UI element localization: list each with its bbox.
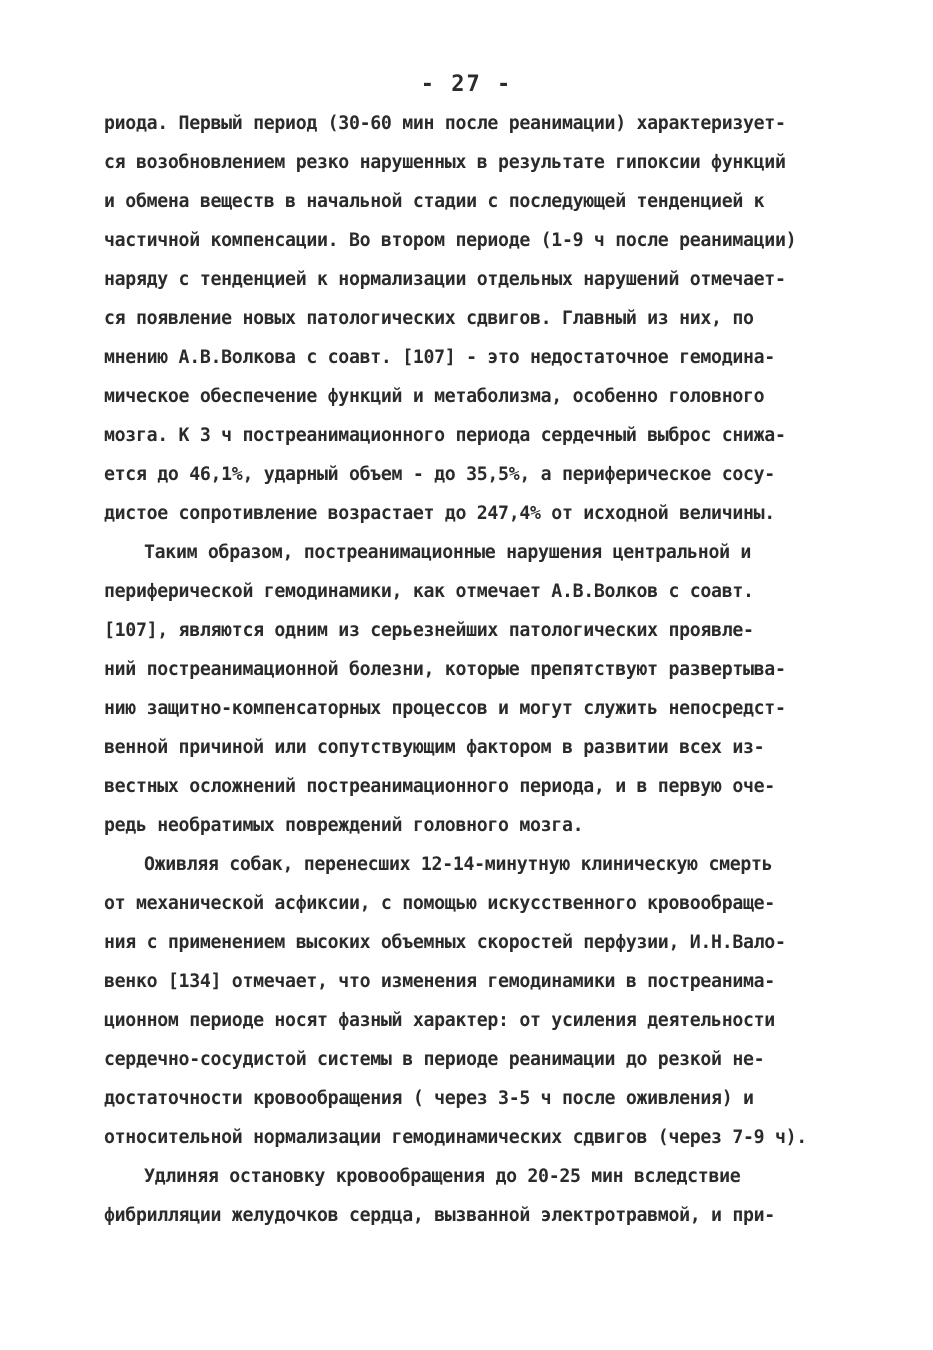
text-line: венной причиной или сопутствующим фактором в развитии всех из-	[104, 737, 765, 758]
text-line: риода. Первый период (30-60 мин после реанимации) характеризует-	[104, 113, 786, 134]
text-line: мическое обеспечение функций и метаболизма, особенно головного	[104, 386, 765, 407]
text-line: наряду с тенденцией к нормализации отдельных нарушений отмечает-	[104, 269, 786, 290]
text-line: достаточности кровообращения ( через 3-5 ч после оживления) и	[104, 1088, 754, 1109]
text-line: частичной компенсации. Во втором периоде (1-9 ч после реанимации)	[104, 230, 797, 251]
text-line: нию защитно-компенсаторных процессов и могут служить непосредст-	[104, 698, 786, 719]
text-line: мозга. К 3 ч постреанимационного периода сердечный выброс снижа-	[104, 425, 786, 446]
text-line: ется до 46,1%, ударный объем - до 35,5%, а периферическое сосу-	[104, 464, 775, 485]
text-line: от механической асфиксии, с помощью искусственного кровообраще-	[104, 893, 775, 914]
text-line: фибрилляции желудочков сердца, вызванной электротравмой, и при-	[104, 1205, 775, 1226]
body-text	[104, 104, 864, 1235]
text-line: ний постреанимационной болезни, которые препятствуют развертыва-	[104, 659, 786, 680]
text-line: относительной нормализации гемодинамических сдвигов (через 7-9 ч).	[104, 1127, 807, 1148]
text-line: [107], являются одним из серьезнейших патологических проявле-	[104, 620, 754, 641]
text-line: сердечно-сосудистой системы в периоде реанимации до резкой не-	[104, 1049, 765, 1070]
text-line: Таким образом, постреанимационные нарушения центральной и	[144, 542, 752, 563]
text-line: ся появление новых патологических сдвигов. Главный из них, по	[104, 308, 754, 329]
text-line: Оживляя собак, перенесших 12-14-минутную клиническую смерть	[144, 854, 773, 875]
text-line: ния с применением высоких объемных скоростей перфузии, И.Н.Вало-	[104, 932, 786, 953]
text-line: периферической гемодинамики, как отмечает А.В.Волков с соавт.	[104, 581, 754, 602]
text-line: вестных осложнений постреанимационного периода, и в первую оче-	[104, 776, 775, 797]
text-line: ционном периоде носят фазный характер: от усиления деятельности	[104, 1010, 775, 1031]
text-line: и обмена веществ в начальной стадии с последующей тенденцией к	[104, 191, 765, 212]
text-line: венко [134] отмечает, что изменения гемодинамики в постреанима-	[104, 971, 775, 992]
text-line: мнению А.В.Волкова с соавт. [107] - это недостаточное гемодина-	[104, 347, 775, 368]
text-line: редь необратимых повреждений головного мозга.	[104, 815, 584, 836]
text-line: Удлиняя остановку кровообращения до 20-25 мин вследствие	[144, 1166, 741, 1187]
page-number: - 27 -	[420, 72, 513, 97]
text-line: ся возобновлением резко нарушенных в результате гипоксии функций	[104, 152, 786, 173]
text-line: дистое сопротивление возрастает до 247,4% от исходной величины.	[104, 503, 775, 524]
